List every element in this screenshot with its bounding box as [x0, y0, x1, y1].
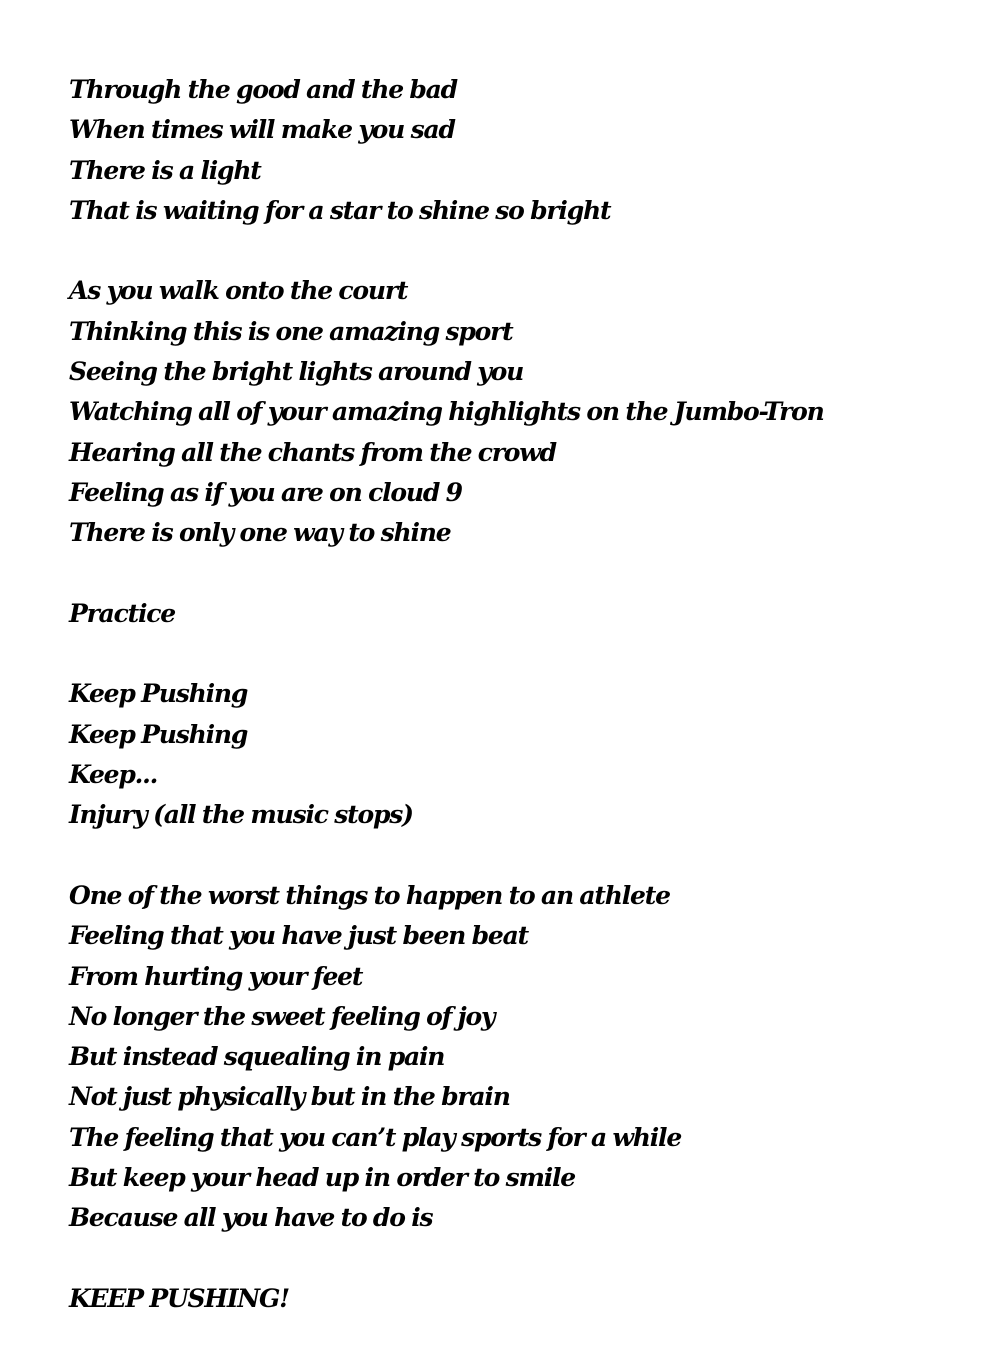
poem-line: Thinking this is one amazing sport — [69, 316, 513, 346]
stanza — [69, 271, 949, 553]
poem-line: Seeing the bright lights around you — [69, 357, 524, 387]
poem-line: One of the worst things to happen to an athlete — [69, 880, 670, 910]
poem-line: From hurting your feet — [69, 961, 363, 991]
poem-line: But keep your head up in order to smile — [69, 1163, 575, 1193]
poem-line: Through the good and the bad — [69, 75, 457, 104]
stanza — [69, 1279, 949, 1319]
poem-line: Injury (all the music stops) — [69, 800, 413, 830]
poem-line: Keep Pushing — [69, 679, 248, 709]
poem-line: But instead squealing in pain — [69, 1042, 445, 1072]
poem-line: The feeling that you can’t play sports for a while — [69, 1122, 682, 1152]
poem-line: There is a light — [69, 155, 261, 185]
poem-line: Feeling that you have just been beat — [69, 921, 528, 951]
poem-line: When times will make you sad — [69, 115, 455, 145]
poem-line: As you walk onto the court — [69, 276, 408, 306]
stanza — [69, 876, 949, 1239]
poem-line: Feeling as if you are on cloud 9 — [69, 477, 462, 507]
poem-line: Practice — [69, 598, 175, 628]
poem-line: Keep... — [69, 760, 158, 790]
stanza — [69, 674, 949, 835]
poem-line: That is waiting for a star to shine so bright — [69, 195, 611, 225]
poem-line: No longer the sweet feeling of joy — [69, 1001, 495, 1031]
poem-line: Watching all of your amazing highlights on the Jumbo-Tron — [69, 397, 824, 427]
stanza — [69, 594, 949, 634]
poem — [69, 70, 949, 1360]
poem-line: Because all you have to do is — [69, 1203, 433, 1233]
poem-line-final: KEEP PUSHING! — [69, 1283, 289, 1313]
poem-line: Hearing all the chants from the crowd — [69, 437, 556, 467]
stanza — [69, 70, 949, 231]
poem-line: Not just physically but in the brain — [69, 1082, 510, 1112]
poem-line: There is only one way to shine — [69, 518, 451, 548]
poem-line: Keep Pushing — [69, 719, 248, 749]
